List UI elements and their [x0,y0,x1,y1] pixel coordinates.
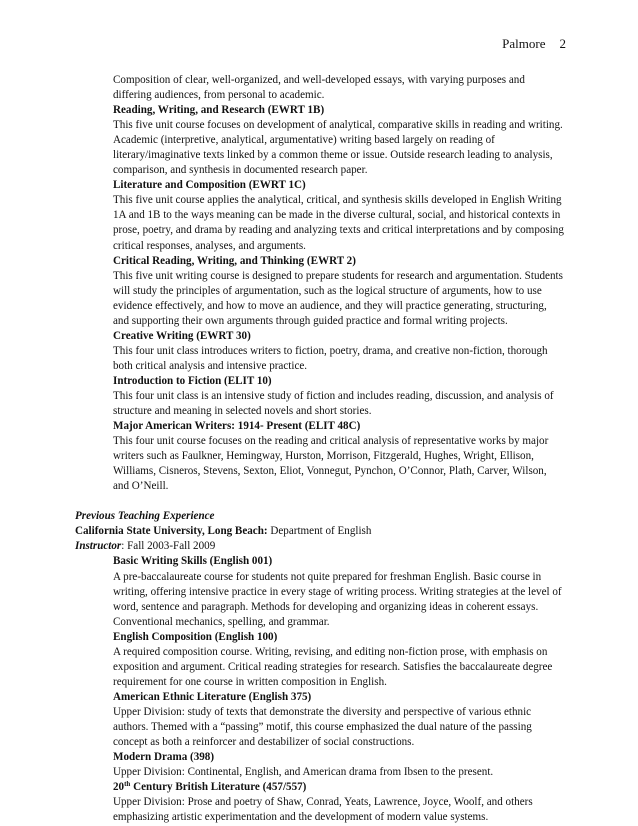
course-title: Introduction to Fiction (ELIT 10) [113,374,272,387]
course-description: This four unit class is an intensive study of fiction and includes reading, discussion, and analysis of structure and meaning in selected novels and short stories. [113,389,554,418]
institution-line [75,524,565,539]
role-line [75,539,565,554]
document-body [75,73,565,825]
institution-name: California State University, Long Beach: [75,525,268,538]
course-description: Upper Division: study of texts that demonstrate the diversity and perspective of various ethnic authors. Themed with a “passing” motif, this course emphasized the dual nature of the passing concept as both a reinforcer and destabilizer of social constructions. [113,705,532,749]
course-title: Basic Writing Skills (English 001) [113,555,273,568]
course-list-current [75,73,565,494]
course-description: This four unit class introduces writers to fiction, poetry, drama, and creative non-fiction, thorough both critical analysis and intensive practice. [113,344,548,372]
course-description: This five unit course focuses on development of analytical, comparative skills in reading and writing. Academic (interpretive, analytical, argumentative) writing based largely on reading of literary/imaginative texts linked by a common theme or issue. Outside research leading to analysis, comparison, and synthesis in documented research paper. [113,119,563,177]
course-title: Critical Reading, Writing, and Thinking (EWRT 2) [113,254,356,267]
course-entry-last [75,780,565,825]
course-description: Upper Division: Continental, English, and American drama from Ibsen to the present. [113,766,494,779]
course-title-superscript: th [124,780,131,789]
course-description: Upper Division: Prose and poetry of Shaw, Conrad, Yeats, Lawrence, Joyce, Woolf, and others emphasizing artistic experimentation and the development of modern value systems. [113,796,533,824]
course-title-number: 20 [113,781,125,794]
role-label: Instructor [75,540,122,553]
department-name: Department of English [267,525,372,538]
course-description: A pre-baccalaureate course for students not quite prepared for freshman English. Basic course in writing, offering intensive practice in every stage of writing process. Writing strategies at the level of word, sentence and paragraph. Methods for developing and organizing ideas in coherent essays. Conventional mechanics, spelling, and grammar. [113,570,562,628]
course-title-rest: Century British Literature (457/557) [130,781,307,794]
course-title: Modern Drama (398) [113,751,215,764]
course-description: Composition of clear, well-organized, and well-developed essays, with varying purposes and differing audiences, from personal to academic. [113,74,525,102]
page-number: 2 [559,36,566,51]
course-description: This four unit course focuses on the reading and critical analysis of representative works by major writers such as Faulkner, Hemingway, Hurston, Morrison, Fitzgerald, Hughes, Wright, Ellison, Williams, Cisneros, Stevens, Sexton, Eliot, Vonnegut, Pynchon, O’Connor, Plath, Carver, Wilson, and O’Neill. [113,435,549,493]
page-header [502,36,566,52]
course-title: American Ethnic Literature (English 375) [113,690,312,703]
course-list-previous [75,554,565,780]
role-dates: : Fall 2003-Fall 2009 [121,540,216,553]
course-title: Major American Writers: 1914- Present (ELIT 48C) [113,420,361,433]
course-description: A required composition course. Writing, revising, and editing non-fiction prose, with emphasis on exposition and argument. Critical reading strategies for research. Satisfies the baccalaureate degree requirement for one course in written composition in English. [113,645,553,688]
course-description: This five unit writing course is designed to prepare students for research and argumentation. Students will study the principles of argumentation, such as the logical structure of arguments, how to use evidence effectively, and how to move an audience, and they will practice generating, structuring, and supporting their own arguments through guided practice and formal writing projects. [113,269,563,327]
previous-experience-section [75,509,565,554]
course-title: Reading, Writing, and Research (EWRT 1B) [113,104,325,117]
course-description: This five unit course applies the analytical, critical, and synthesis skills developed in English Writing 1A and 1B to the ways meaning can be made in the diverse cultural, social, and historical contexts in prose, poetry, and drama by reading and analyzing texts and critical interpretations and by composing critical responses, analyses, and arguments. [113,194,564,252]
author-name: Palmore [502,36,546,51]
course-title [113,780,565,795]
course-title: Creative Writing (EWRT 30) [113,329,251,342]
course-title: Literature and Composition (EWRT 1C) [113,179,306,192]
section-heading: Previous Teaching Experience [75,510,215,523]
course-title: English Composition (English 100) [113,630,278,643]
